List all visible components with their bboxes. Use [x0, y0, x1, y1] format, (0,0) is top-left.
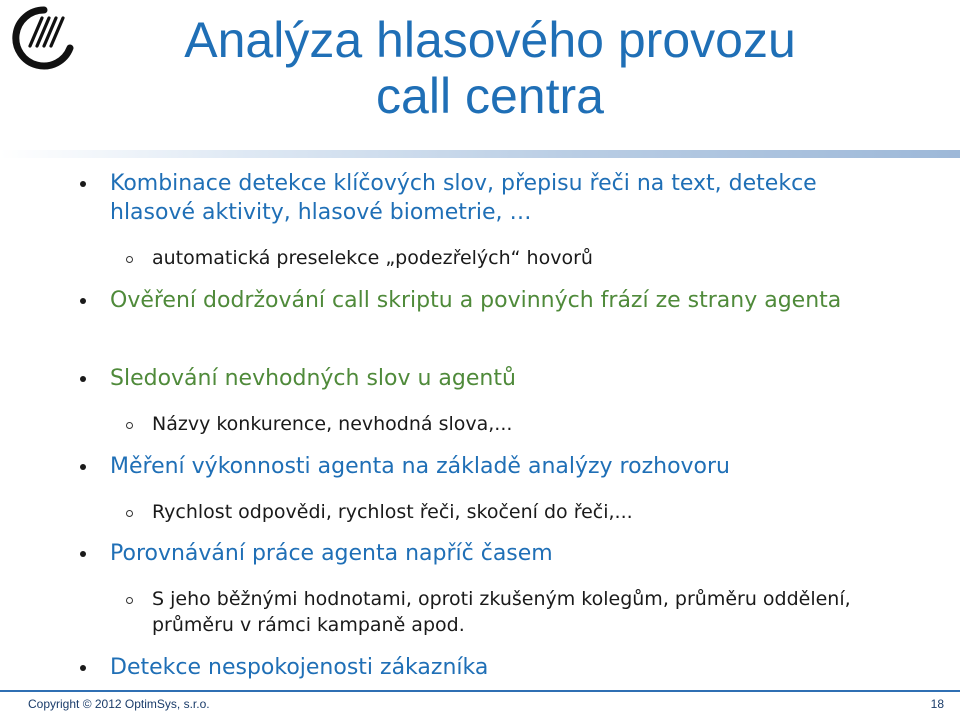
page-number: 18 [930, 697, 944, 711]
bullet-item [110, 653, 900, 682]
sub-bullet-text: automatická preselekce „podezřelých“ hovorů [152, 247, 593, 269]
sub-bullet-circle-icon [126, 597, 133, 604]
bullet-dot-icon [80, 376, 86, 382]
bullet-dot-icon [80, 298, 86, 304]
sub-bullet-item [152, 586, 912, 638]
sub-bullet-text: S jeho běžnými hodnotami, oproti zkušeným kolegům, průměru oddělení, průměru v rámci kampaně apod. [152, 588, 851, 636]
sub-bullet-item [152, 499, 912, 525]
sub-bullet-circle-icon [126, 256, 133, 263]
sub-bullet-item [152, 411, 912, 437]
bullet-item [110, 452, 900, 481]
slide-title-line-2: call centra [376, 68, 604, 124]
bullet-item [110, 364, 900, 393]
bullet-text: Měření výkonnosti agenta na základě analýzy rozhovoru [110, 454, 730, 479]
sub-bullet-text: Názvy konkurence, nevhodná slova,... [152, 413, 513, 435]
bullet-item [110, 286, 900, 315]
bullet-item [110, 539, 900, 568]
bullet-text: Sledování nevhodných slov u agentů [110, 366, 516, 391]
footer-divider [0, 690, 960, 692]
sub-bullet-circle-icon [126, 510, 133, 517]
bullet-dot-icon [80, 464, 86, 470]
bullet-text: Kombinace detekce klíčových slov, přepisu řeči na text, detekce hlasové aktivity, hlasové biometrie, … [110, 171, 817, 225]
bullet-dot-icon [80, 551, 86, 557]
sub-bullet-item [152, 245, 912, 271]
bullet-text: Porovnávání práce agenta napříč časem [110, 541, 553, 566]
bullet-dot-icon [80, 181, 86, 187]
slide-title-line-1: Analýza hlasového provozu [184, 12, 796, 68]
bullet-text: Detekce nespokojenosti zákazníka [110, 655, 489, 680]
footer-copyright: Copyright © 2012 OptimSys, s.r.o. [28, 697, 210, 711]
bullet-dot-icon [80, 665, 86, 671]
bullet-text: Ověření dodržování call skriptu a povinných frází ze strany agenta [110, 288, 842, 313]
sub-bullet-text: Rychlost odpovědi, rychlost řeči, skočení do řeči,... [152, 501, 633, 523]
sub-bullet-circle-icon [126, 422, 133, 429]
bullet-item [110, 169, 900, 227]
